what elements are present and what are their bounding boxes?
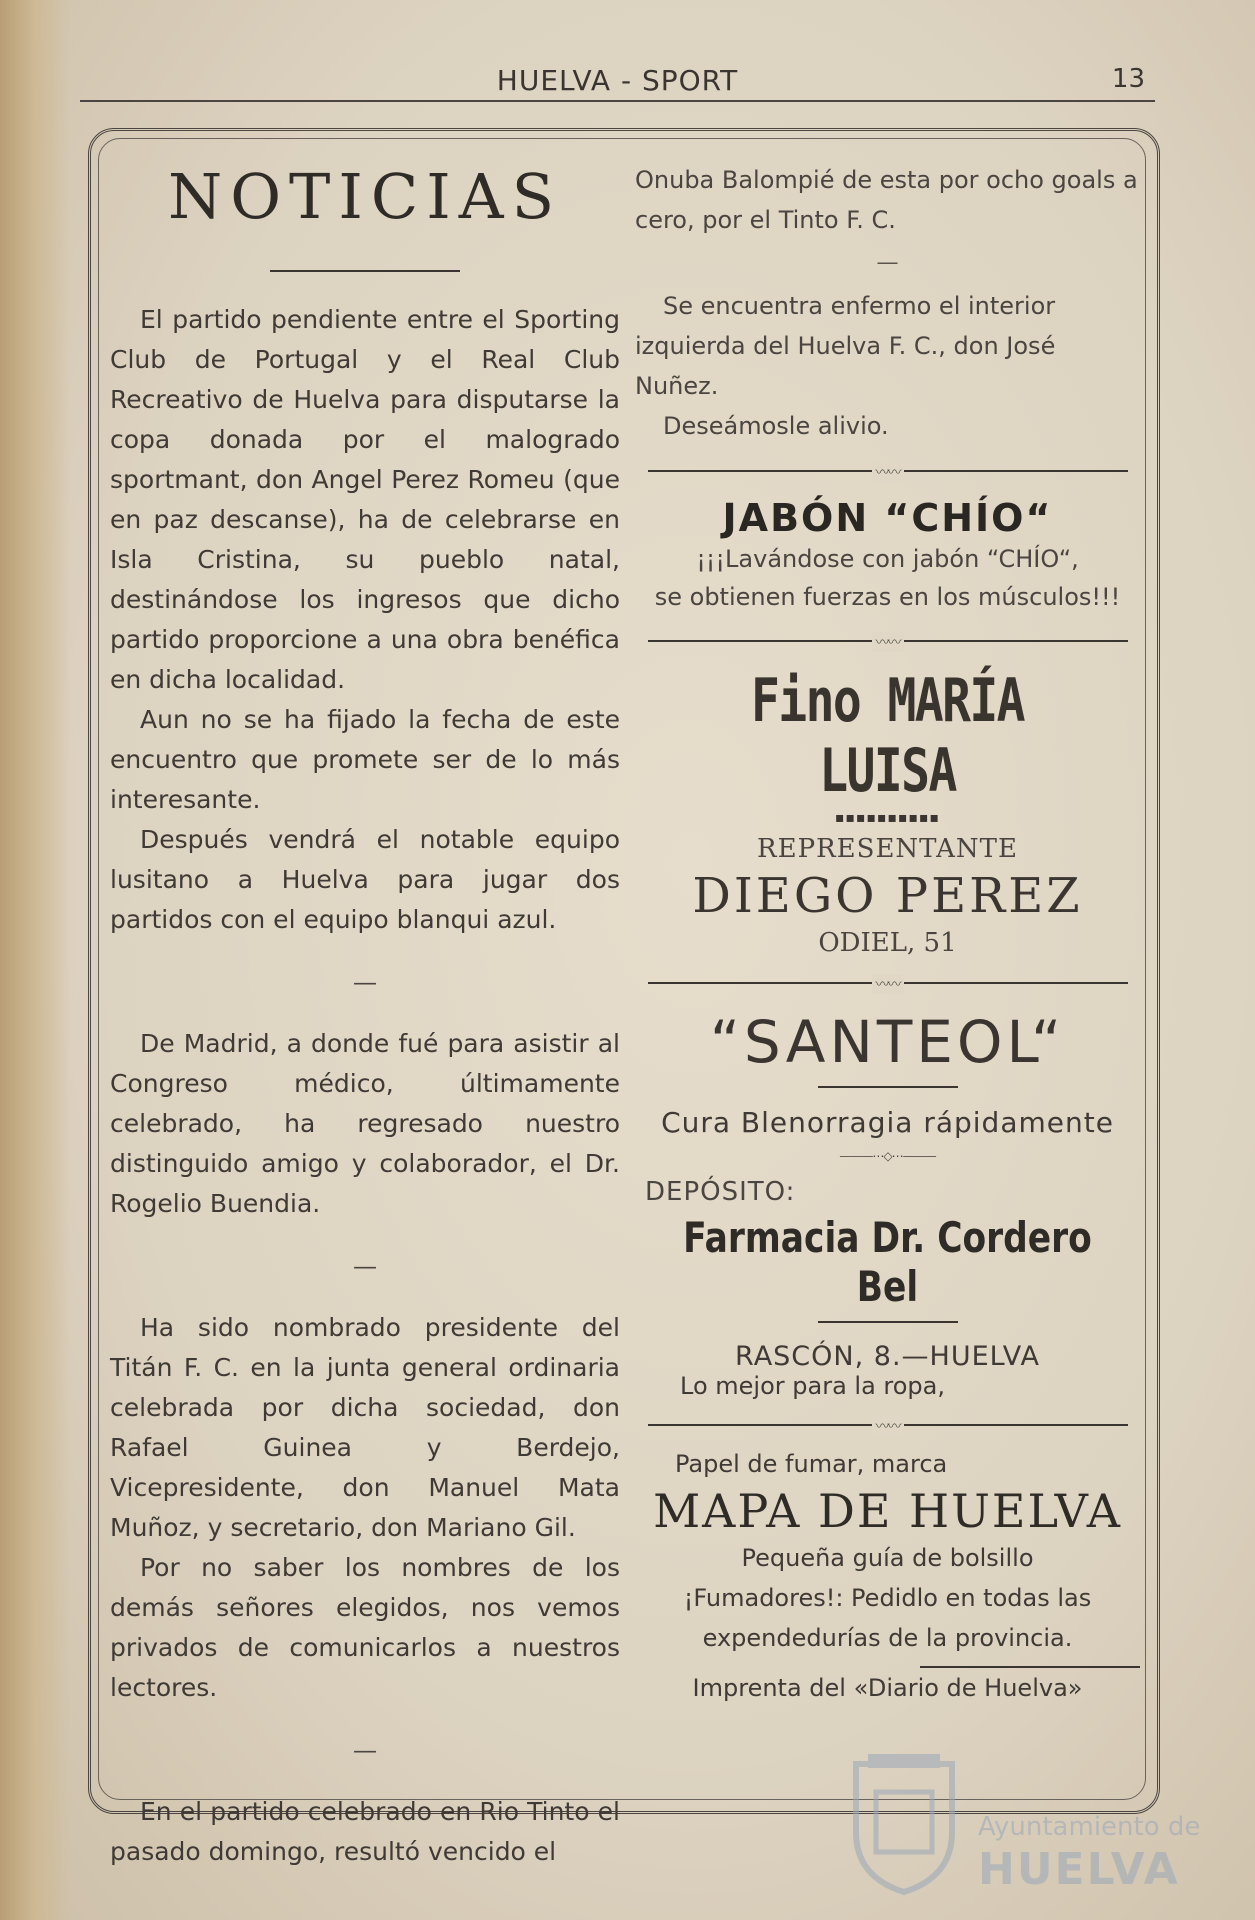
ad-santeol-title: “SANTEOL“ xyxy=(709,1008,1066,1076)
ad-jabon-line-2: se obtienen fuerzas en los músculos!!! xyxy=(654,583,1121,611)
ad-representante-name: DIEGO PEREZ xyxy=(692,868,1083,924)
ad-jabon-line-1: ¡¡¡Lavándose con jabón “CHÍO“, xyxy=(696,545,1079,573)
right-column xyxy=(635,160,1140,1702)
ad-santeol-tagline: Cura Blenorragia rápidamente xyxy=(661,1106,1114,1139)
news-paragraph-7: En el partido celebrado en Rio Tinto el pasado domingo, resultó vencido el xyxy=(110,1797,620,1866)
coat-of-arms-icon xyxy=(848,1752,960,1897)
page-header xyxy=(80,58,1155,102)
ayuntamiento-watermark xyxy=(848,1752,1228,1902)
ad-address: ODIEL, 51 xyxy=(818,928,957,958)
news-paragraph-8: Se encuentra enfermo el interior izquierda del Huelva F. C., don José Nuñez. xyxy=(635,292,1056,400)
ad-fino-title: Fino MARÍA LUISA xyxy=(751,666,1024,806)
ad-fumadores: ¡Fumadores!: Pedidlo en todas las expendedurías de la provincia. xyxy=(683,1584,1092,1652)
ornamental-separator: 〰〰 xyxy=(648,976,1128,990)
ad-mapa-title: MAPA DE HUELVA xyxy=(653,1484,1122,1538)
news-paragraph-9: Deseámosle alivio. xyxy=(663,412,889,440)
page-number: 13 xyxy=(1111,64,1145,94)
ad-jabon-title: JABÓN “CHÍO“ xyxy=(722,496,1053,540)
noticias-column xyxy=(110,150,620,1872)
news-paragraph-1: El partido pendiente entre el Sporting Club de Portugal y el Real Club Recreativo de Huelva para disputarse la copa donada por el malogrado sportmant, don Angel Perez Romeu (que en paz descanse), ha de celebrarse en Isla Cristina, su pueblo natal, destinándose los ingresos que dicho partido proporcione a una obra benéfica en dicha localidad. xyxy=(110,305,620,694)
news-paragraph-4: De Madrid, a donde fué para asistir al Congreso médico, últimamente celebrado, ha regresado nuestro distinguido amigo y colaborador, el Dr. Rogelio Buendia. xyxy=(110,1029,620,1218)
news-paragraph-3: Después vendrá el notable equipo lusitano a Huelva para jugar dos partidos con el equipo blanqui azul. xyxy=(110,825,620,934)
ad-papel-label: Papel de fumar, marca xyxy=(675,1450,948,1478)
news-paragraph-6: Por no saber los nombres de los demás señores elegidos, nos vemos privados de comunicarlos a nuestros lectores. xyxy=(110,1553,620,1702)
decorative-dots: ▪▪▪▪▪▪▪▪▪▪ xyxy=(835,810,940,826)
news-paragraph-2: Aun no se ha fijado la fecha de este encuentro que promete ser de lo más interesante. xyxy=(110,705,620,814)
title-rule xyxy=(270,270,460,272)
news-paragraph-5: Ha sido nombrado presidente del Titán F. C. en la junta general ordinaria celebrada por dicha sociedad, don Rafael Guinea y Berdejo, Vicepresidente, don Manuel Mata Muñoz, y secretario, don Mariano Gil. xyxy=(110,1313,620,1542)
publication-title: HUELVA - SPORT xyxy=(496,64,739,97)
news-divider: — xyxy=(353,1736,377,1764)
news-divider: — xyxy=(353,968,377,996)
ad-lo-mejor: Lo mejor para la ropa, xyxy=(680,1372,945,1400)
ad-representante-label: REPRESENTANTE xyxy=(757,834,1018,864)
ad-mapa-subtitle: Pequeña guía de bolsillo xyxy=(741,1544,1034,1572)
news-divider: — xyxy=(353,1252,377,1280)
ad-santeol xyxy=(635,1008,1140,1400)
decorative-flourish: ———⋯◇⋯——— xyxy=(839,1149,936,1163)
section-title: NOTICIAS xyxy=(167,160,563,233)
ad-jabon-chio xyxy=(635,496,1140,616)
ad-mapa-de-huelva xyxy=(635,1450,1140,1702)
ornamental-separator: 〰〰 xyxy=(648,464,1128,478)
short-rule xyxy=(818,1321,958,1323)
ad-deposito-label: DEPÓSITO: xyxy=(645,1177,796,1207)
printer-credit: Imprenta del «Diario de Huelva» xyxy=(692,1674,1083,1702)
news-paragraph-7-continued: Onuba Balompié de esta por ocho goals a cero, por el Tinto F. C. xyxy=(635,166,1138,234)
ad-fino-maria-luisa xyxy=(635,666,1140,958)
short-rule xyxy=(920,1666,1140,1668)
ornamental-separator: 〰〰 xyxy=(648,1418,1128,1432)
watermark-line-2: HUELVA xyxy=(978,1844,1180,1895)
ad-farmacia-name: Farmacia Dr. Cordero Bel xyxy=(683,1213,1092,1311)
ad-farmacia-address: RASCÓN, 8.—HUELVA xyxy=(735,1341,1040,1372)
short-rule xyxy=(818,1086,958,1088)
news-divider: — xyxy=(876,250,899,275)
watermark-line-1: Ayuntamiento de xyxy=(978,1812,1201,1842)
ornamental-separator: 〰〰 xyxy=(648,634,1128,648)
